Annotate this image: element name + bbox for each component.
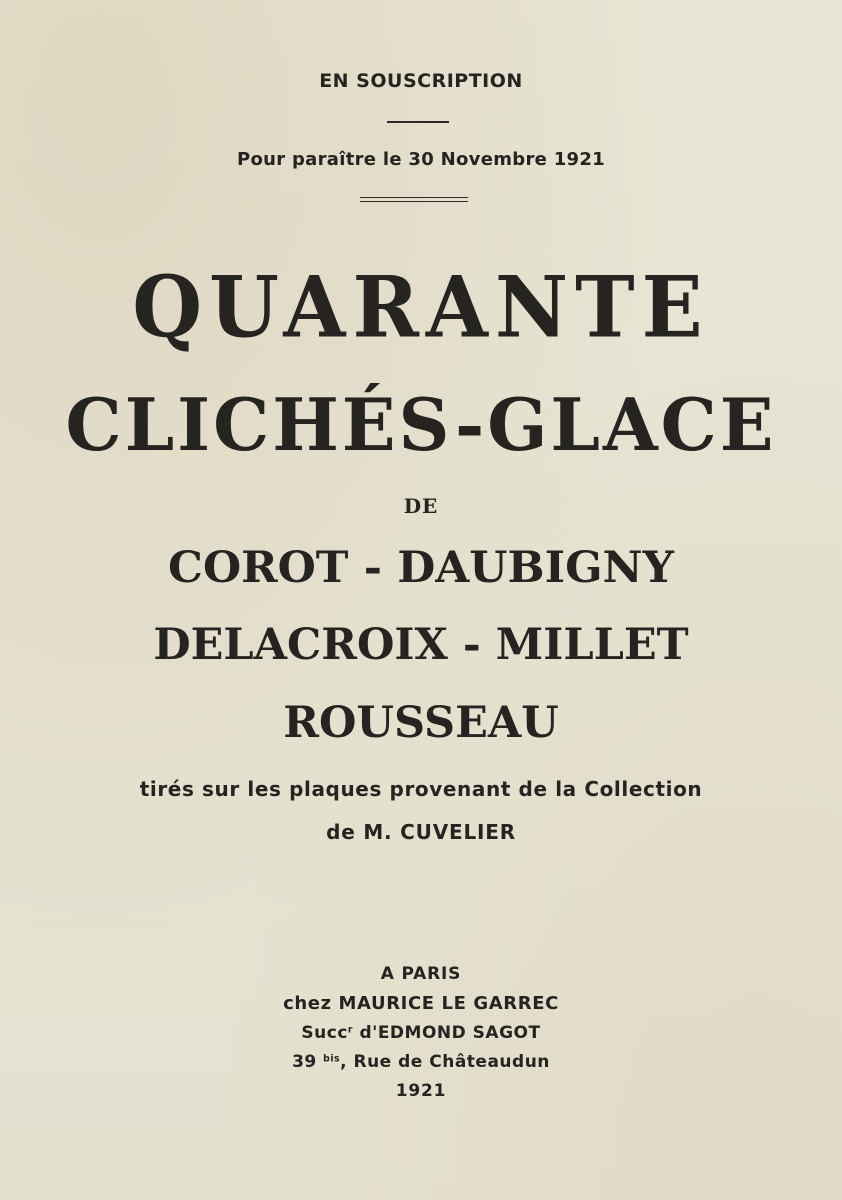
subscription-heading: EN SOUSCRIPTION [319, 70, 523, 92]
title-line-1: QUARANTE [132, 257, 710, 357]
collection-note: tirés sur les plaques provenant de la Collection [139, 777, 703, 801]
imprint-city: A PARIS [380, 964, 462, 984]
divider-rule [387, 121, 449, 123]
collection-owner: de M. CUVELIER [326, 820, 516, 844]
imprint-street-number: 39 [292, 1052, 324, 1072]
imprint-address [0, 1052, 842, 1072]
title-connector: DE [403, 494, 439, 518]
imprint-year: 1921 [395, 1081, 447, 1101]
publication-date: Pour paraître le 30 Novembre 1921 [236, 149, 606, 170]
artists-line-1: COROT - DAUBIGNY [168, 543, 674, 593]
imprint-successor-name: d'EDMOND SAGOT [353, 1023, 541, 1043]
imprint-successor-abbr: Succ [301, 1023, 348, 1043]
imprint-successor-superscript: r [347, 1024, 354, 1036]
imprint-street-name: , Rue de Châteaudun [340, 1052, 550, 1072]
imprint-successor [0, 1023, 842, 1043]
artists-line-3: ROUSSEAU [283, 698, 559, 748]
title-line-2: CLICHÉS-GLACE [65, 382, 777, 467]
artists-line-2: DELACROIX - MILLET [153, 620, 689, 670]
imprint-street-superscript: bis [323, 1053, 341, 1065]
imprint-publisher: chez MAURICE LE GARREC [283, 993, 559, 1014]
divider-double-rule [360, 197, 468, 202]
